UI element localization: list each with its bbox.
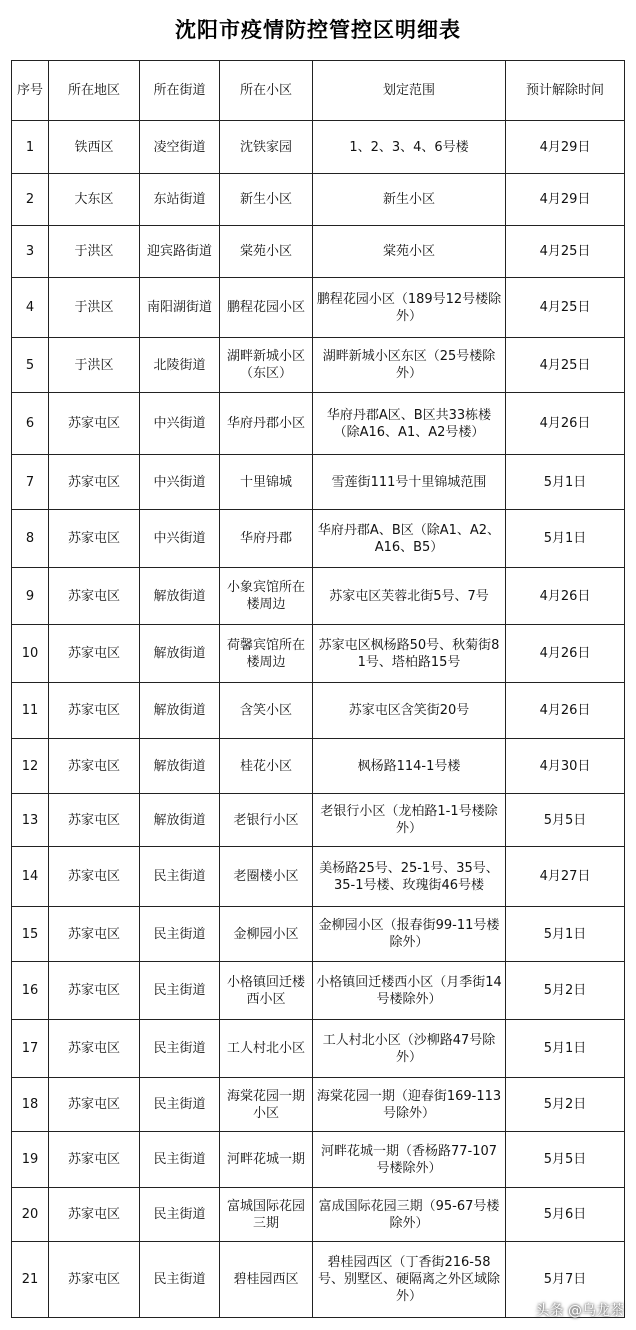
table-header-row	[12, 61, 625, 121]
row-number-cell: 1	[12, 121, 49, 174]
table-row	[12, 1188, 625, 1242]
district-cell: 苏家屯区	[49, 1132, 140, 1188]
community-cell: 小象宾馆所在楼周边	[220, 568, 313, 625]
community-cell: 十里锦城	[220, 455, 313, 510]
release-date-cell: 5月5日	[506, 794, 625, 847]
table-row	[12, 1132, 625, 1188]
table-row	[12, 226, 625, 278]
district-cell: 铁西区	[49, 121, 140, 174]
release-date-cell: 5月5日	[506, 1132, 625, 1188]
table-row	[12, 1242, 625, 1318]
street-cell: 中兴街道	[140, 510, 220, 568]
release-date-cell: 5月2日	[506, 1078, 625, 1132]
district-cell: 苏家屯区	[49, 568, 140, 625]
release-date-cell: 4月26日	[506, 625, 625, 683]
page-title: 沈阳市疫情防控管控区明细表	[175, 18, 461, 42]
release-date-cell: 5月1日	[506, 510, 625, 568]
scope-cell: 工人村北小区（沙柳路47号除外）	[313, 1020, 506, 1078]
release-date-cell: 4月26日	[506, 683, 625, 739]
street-cell: 民主街道	[140, 962, 220, 1020]
community-cell: 华府丹郡小区	[220, 393, 313, 455]
table-row	[12, 1078, 625, 1132]
scope-cell: 棠苑小区	[313, 226, 506, 278]
release-date-cell: 5月1日	[506, 907, 625, 962]
street-cell: 民主街道	[140, 907, 220, 962]
district-cell: 于洪区	[49, 338, 140, 393]
scope-cell: 新生小区	[313, 174, 506, 226]
header-community: 所在小区	[220, 61, 313, 121]
scope-cell: 苏家屯区芙蓉北街5号、7号	[313, 568, 506, 625]
community-cell: 老圈楼小区	[220, 847, 313, 907]
table-row	[12, 907, 625, 962]
release-date-cell: 5月6日	[506, 1188, 625, 1242]
street-cell: 民主街道	[140, 1242, 220, 1318]
scope-cell: 富成国际花园三期（95-67号楼除外）	[313, 1188, 506, 1242]
community-cell: 河畔花城一期	[220, 1132, 313, 1188]
row-number-cell: 20	[12, 1188, 49, 1242]
row-number-cell: 14	[12, 847, 49, 907]
district-cell: 苏家屯区	[49, 1242, 140, 1318]
scope-cell: 雪莲街111号十里锦城范围	[313, 455, 506, 510]
row-number-cell: 8	[12, 510, 49, 568]
table-row	[12, 338, 625, 393]
scope-cell: 苏家屯区枫杨路50号、秋菊街81号、塔柏路15号	[313, 625, 506, 683]
table-row	[12, 510, 625, 568]
row-number-cell: 12	[12, 739, 49, 794]
community-cell: 富城国际花园三期	[220, 1188, 313, 1242]
district-cell: 苏家屯区	[49, 455, 140, 510]
community-cell: 小格镇回迁楼西小区	[220, 962, 313, 1020]
scope-cell: 金柳园小区（报春街99-11号楼除外）	[313, 907, 506, 962]
table-row	[12, 568, 625, 625]
scope-cell: 华府丹郡A区、B区共33栋楼（除A16、A1、A2号楼）	[313, 393, 506, 455]
row-number-cell: 15	[12, 907, 49, 962]
community-cell: 工人村北小区	[220, 1020, 313, 1078]
header-release-date: 预计解除时间	[506, 61, 625, 121]
community-cell: 棠苑小区	[220, 226, 313, 278]
table-row	[12, 174, 625, 226]
district-cell: 苏家屯区	[49, 907, 140, 962]
community-cell: 新生小区	[220, 174, 313, 226]
scope-cell: 河畔花城一期（香杨路77-107号楼除外）	[313, 1132, 506, 1188]
scope-cell: 枫杨路114-1号楼	[313, 739, 506, 794]
community-cell: 湖畔新城小区（东区）	[220, 338, 313, 393]
table-row	[12, 962, 625, 1020]
table-row	[12, 625, 625, 683]
district-cell: 于洪区	[49, 226, 140, 278]
street-cell: 中兴街道	[140, 455, 220, 510]
street-cell: 解放街道	[140, 568, 220, 625]
row-number-cell: 6	[12, 393, 49, 455]
table-row	[12, 455, 625, 510]
street-cell: 民主街道	[140, 847, 220, 907]
table-body	[12, 121, 625, 1318]
row-number-cell: 3	[12, 226, 49, 278]
scope-cell: 海棠花园一期（迎春街169-113号除外）	[313, 1078, 506, 1132]
community-cell: 金柳园小区	[220, 907, 313, 962]
community-cell: 沈铁家园	[220, 121, 313, 174]
street-cell: 解放街道	[140, 625, 220, 683]
street-cell: 凌空街道	[140, 121, 220, 174]
row-number-cell: 11	[12, 683, 49, 739]
district-cell: 苏家屯区	[49, 847, 140, 907]
table-row	[12, 739, 625, 794]
street-cell: 解放街道	[140, 794, 220, 847]
street-cell: 解放街道	[140, 739, 220, 794]
table-row	[12, 794, 625, 847]
release-date-cell: 5月2日	[506, 962, 625, 1020]
release-date-cell: 4月25日	[506, 226, 625, 278]
street-cell: 解放街道	[140, 683, 220, 739]
row-number-cell: 16	[12, 962, 49, 1020]
district-cell: 苏家屯区	[49, 739, 140, 794]
street-cell: 南阳湖街道	[140, 278, 220, 338]
table-row	[12, 1020, 625, 1078]
row-number-cell: 19	[12, 1132, 49, 1188]
header-scope: 划定范围	[313, 61, 506, 121]
control-area-table	[11, 60, 625, 1318]
table-row	[12, 683, 625, 739]
row-number-cell: 18	[12, 1078, 49, 1132]
community-cell: 老银行小区	[220, 794, 313, 847]
release-date-cell: 4月26日	[506, 393, 625, 455]
street-cell: 中兴街道	[140, 393, 220, 455]
table-row	[12, 278, 625, 338]
community-cell: 桂花小区	[220, 739, 313, 794]
table-row	[12, 121, 625, 174]
scope-cell: 华府丹郡A、B区（除A1、A2、A16、B5）	[313, 510, 506, 568]
street-cell: 民主街道	[140, 1132, 220, 1188]
scope-cell: 1、2、3、4、6号楼	[313, 121, 506, 174]
header-street: 所在街道	[140, 61, 220, 121]
district-cell: 苏家屯区	[49, 625, 140, 683]
community-cell: 华府丹郡	[220, 510, 313, 568]
header-no: 序号	[12, 61, 49, 121]
scope-cell: 美杨路25号、25-1号、35号、35-1号楼、玫瑰街46号楼	[313, 847, 506, 907]
release-date-cell: 4月27日	[506, 847, 625, 907]
release-date-cell: 5月7日	[506, 1242, 625, 1318]
scope-cell: 鹏程花园小区（189号12号楼除外）	[313, 278, 506, 338]
community-cell: 荷馨宾馆所在楼周边	[220, 625, 313, 683]
street-cell: 民主街道	[140, 1020, 220, 1078]
street-cell: 迎宾路街道	[140, 226, 220, 278]
table-row	[12, 847, 625, 907]
release-date-cell: 4月26日	[506, 568, 625, 625]
district-cell: 大东区	[49, 174, 140, 226]
release-date-cell: 5月1日	[506, 1020, 625, 1078]
row-number-cell: 17	[12, 1020, 49, 1078]
row-number-cell: 21	[12, 1242, 49, 1318]
row-number-cell: 9	[12, 568, 49, 625]
district-cell: 苏家屯区	[49, 1020, 140, 1078]
row-number-cell: 2	[12, 174, 49, 226]
scope-cell: 湖畔新城小区东区（25号楼除外）	[313, 338, 506, 393]
release-date-cell: 4月30日	[506, 739, 625, 794]
district-cell: 苏家屯区	[49, 683, 140, 739]
street-cell: 北陵街道	[140, 338, 220, 393]
header-district: 所在地区	[49, 61, 140, 121]
release-date-cell: 4月25日	[506, 338, 625, 393]
district-cell: 苏家屯区	[49, 1188, 140, 1242]
community-cell: 含笑小区	[220, 683, 313, 739]
release-date-cell: 4月25日	[506, 278, 625, 338]
community-cell: 鹏程花园小区	[220, 278, 313, 338]
street-cell: 民主街道	[140, 1188, 220, 1242]
watermark: 头条 @乌龙茶	[535, 1303, 624, 1319]
release-date-cell: 4月29日	[506, 121, 625, 174]
district-cell: 苏家屯区	[49, 962, 140, 1020]
row-number-cell: 7	[12, 455, 49, 510]
table-row	[12, 393, 625, 455]
row-number-cell: 5	[12, 338, 49, 393]
district-cell: 于洪区	[49, 278, 140, 338]
street-cell: 民主街道	[140, 1078, 220, 1132]
district-cell: 苏家屯区	[49, 393, 140, 455]
community-cell: 海棠花园一期小区	[220, 1078, 313, 1132]
release-date-cell: 4月29日	[506, 174, 625, 226]
row-number-cell: 10	[12, 625, 49, 683]
row-number-cell: 13	[12, 794, 49, 847]
row-number-cell: 4	[12, 278, 49, 338]
district-cell: 苏家屯区	[49, 510, 140, 568]
district-cell: 苏家屯区	[49, 1078, 140, 1132]
scope-cell: 老银行小区（龙柏路1-1号楼除外）	[313, 794, 506, 847]
release-date-cell: 5月1日	[506, 455, 625, 510]
scope-cell: 碧桂园西区（丁香街216-58号、别墅区、硬隔离之外区域除外）	[313, 1242, 506, 1318]
community-cell: 碧桂园西区	[220, 1242, 313, 1318]
scope-cell: 小格镇回迁楼西小区（月季街14号楼除外）	[313, 962, 506, 1020]
scope-cell: 苏家屯区含笑街20号	[313, 683, 506, 739]
street-cell: 东站街道	[140, 174, 220, 226]
district-cell: 苏家屯区	[49, 794, 140, 847]
